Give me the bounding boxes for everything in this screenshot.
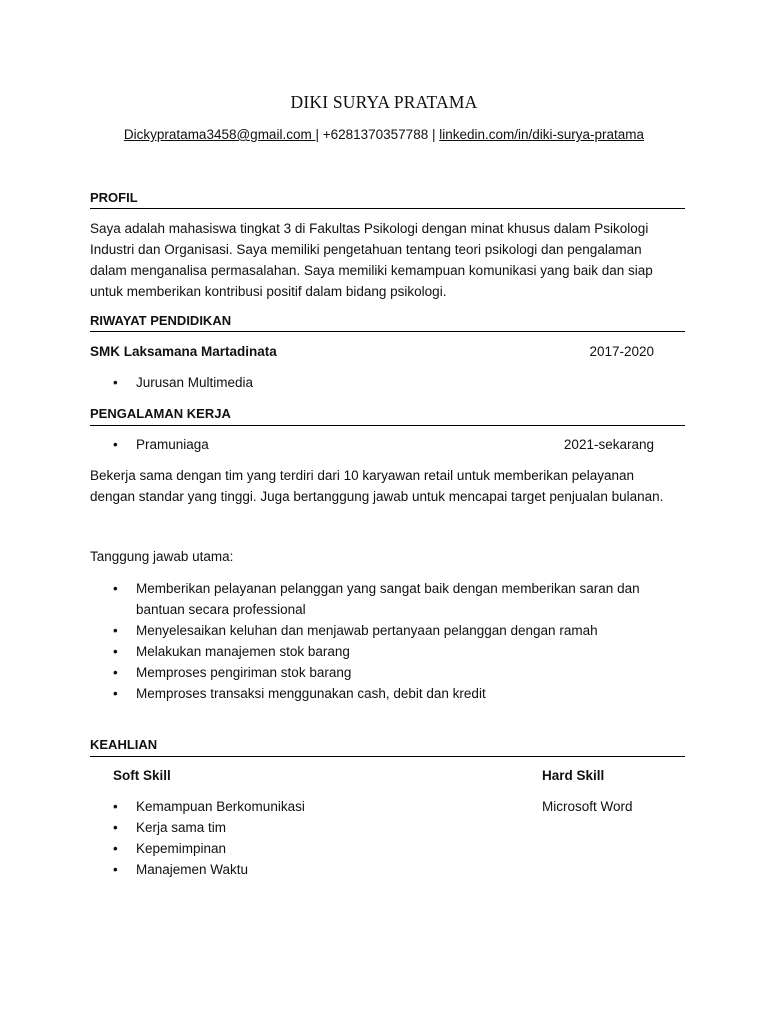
full-name: DIKI SURYA PRATAMA: [290, 92, 478, 112]
list-item: [113, 437, 209, 452]
section-divider: [90, 425, 685, 426]
bullet-icon: •: [113, 799, 118, 814]
section-title-profil: PROFIL: [90, 190, 138, 205]
bullet-icon: •: [113, 581, 118, 596]
job-role: Pramuniaga: [136, 437, 209, 452]
list-item: [113, 817, 513, 838]
list-item: [113, 375, 253, 390]
profil-paragraph: [90, 218, 685, 302]
list-item: [113, 620, 673, 641]
duty-text: Menyelesaikan keluhan dan menjawab pertanyaan pelanggan dengan ramah: [136, 623, 598, 638]
duty-text: Memberikan pelayanan pelanggan yang sangat baik dengan memberikan saran dan: [136, 581, 640, 596]
skill-text: Kerja sama tim: [136, 820, 227, 835]
skill-text: Kepemimpinan: [136, 841, 227, 856]
paragraph-line: Bekerja sama dengan tim yang terdiri dari 10 karyawan retail untuk memberikan pelayanan: [90, 468, 635, 483]
list-item: [113, 683, 673, 704]
paragraph-line: dengan standar yang tinggi. Juga bertanggung jawab untuk mencapai target penjualan bulanan.: [90, 489, 664, 504]
list-item-continuation: [113, 599, 673, 620]
list-item: [113, 578, 673, 599]
skill-text: Manajemen Waktu: [136, 862, 249, 877]
section-divider: [90, 208, 685, 209]
job-description: [90, 465, 685, 507]
list-item: [113, 859, 513, 880]
section-title-keahlian: KEAHLIAN: [90, 737, 158, 752]
list-item: [113, 662, 673, 683]
paragraph-line: dalam menganalisa permasalahan. Saya memiliki kemampuan komunikasi yang baik dan siap: [90, 263, 653, 278]
duties-list: [113, 578, 673, 704]
section-title-pendidikan: RIWAYAT PENDIDIKAN: [90, 313, 232, 328]
duty-text: Memproses transaksi menggunakan cash, debit dan kredit: [136, 686, 486, 701]
list-item: [113, 641, 673, 662]
email-link[interactable]: Dickypratama3458@gmail.com: [123, 127, 316, 142]
duty-text: Memproses pengiriman stok barang: [136, 665, 352, 680]
duty-text: bantuan secara professional: [136, 602, 306, 617]
soft-skill-list: [113, 796, 513, 880]
list-item: [113, 838, 513, 859]
paragraph-line: untuk memberikan kontribusi positif dalam bidang psikologi.: [90, 284, 447, 299]
bullet-icon: •: [113, 375, 118, 390]
skill-text: Kemampuan Berkomunikasi: [136, 799, 305, 814]
separator: |: [315, 127, 323, 142]
education-years: 2017-2020: [589, 344, 654, 359]
job-period: 2021-sekarang: [563, 437, 654, 452]
bullet-icon: •: [113, 644, 118, 659]
contact-line: [0, 127, 768, 142]
separator: |: [428, 127, 440, 142]
section-divider: [90, 756, 685, 757]
major-label: Jurusan Multimedia: [136, 375, 254, 390]
soft-skill-heading: Soft Skill: [113, 768, 171, 783]
bullet-icon: •: [113, 820, 118, 835]
linkedin-link[interactable]: linkedin.com/in/diki-surya-pratama: [439, 127, 645, 142]
bullet-icon: •: [113, 862, 118, 877]
bullet-icon: •: [113, 841, 118, 856]
duty-text: Melakukan manajemen stok barang: [136, 644, 350, 659]
paragraph-line: Saya adalah mahasiswa tingkat 3 di Fakultas Psikologi dengan minat khusus dalam Psikologi: [90, 221, 649, 236]
hard-skill-heading: Hard Skill: [542, 768, 605, 783]
list-item: [113, 796, 513, 817]
hard-skill-item: Microsoft Word: [542, 799, 633, 814]
bullet-icon: •: [113, 623, 118, 638]
bullet-icon: •: [113, 437, 118, 452]
duties-heading: Tanggung jawab utama:: [90, 549, 234, 564]
phone-number: +6281370357788: [322, 127, 429, 142]
section-title-pengalaman: PENGALAMAN KERJA: [90, 406, 231, 421]
paragraph-line: Industri dan Organisasi. Saya memiliki pengetahuan tentang teori psikologi dan pengalaman: [90, 242, 642, 257]
section-divider: [90, 331, 685, 332]
bullet-icon: •: [113, 686, 118, 701]
school-name: SMK Laksamana Martadinata: [90, 344, 277, 359]
bullet-icon: •: [113, 665, 118, 680]
